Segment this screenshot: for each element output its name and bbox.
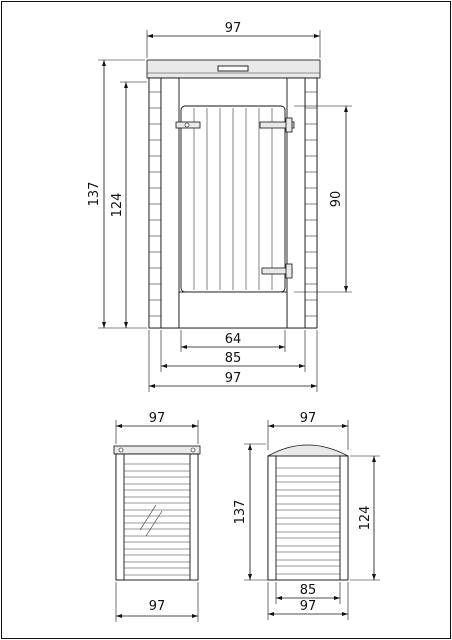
small-body xyxy=(116,454,198,580)
left-post xyxy=(149,78,161,328)
small-width-top-label: 97 xyxy=(148,411,166,426)
side-width-top-label: 97 xyxy=(299,411,317,426)
right-frame xyxy=(287,78,305,328)
door-height-label: 90 xyxy=(329,190,344,208)
side-width-bottom-label: 97 xyxy=(299,599,317,614)
bottom-rail xyxy=(179,292,287,328)
roof-vent xyxy=(218,66,248,71)
side-total-height-label: 137 xyxy=(233,499,248,525)
door-width-label: 64 xyxy=(224,332,242,347)
right-post xyxy=(305,78,317,328)
side-inner-width-label: 85 xyxy=(299,583,317,598)
small-width-bottom-label: 97 xyxy=(148,599,166,614)
body-height-label: 124 xyxy=(110,192,125,218)
side-body-height-label: 124 xyxy=(358,505,373,531)
side-view xyxy=(233,411,380,620)
inner-width-label: 85 xyxy=(224,351,242,366)
width-bottom-label: 97 xyxy=(224,371,242,386)
small-roof xyxy=(114,446,200,454)
hinge-icon xyxy=(176,122,200,128)
left-frame xyxy=(161,78,179,328)
small-front-view xyxy=(114,411,200,622)
width-top-label: 97 xyxy=(224,21,242,36)
total-height-label: 137 xyxy=(87,181,102,207)
main-front-view xyxy=(87,21,352,392)
